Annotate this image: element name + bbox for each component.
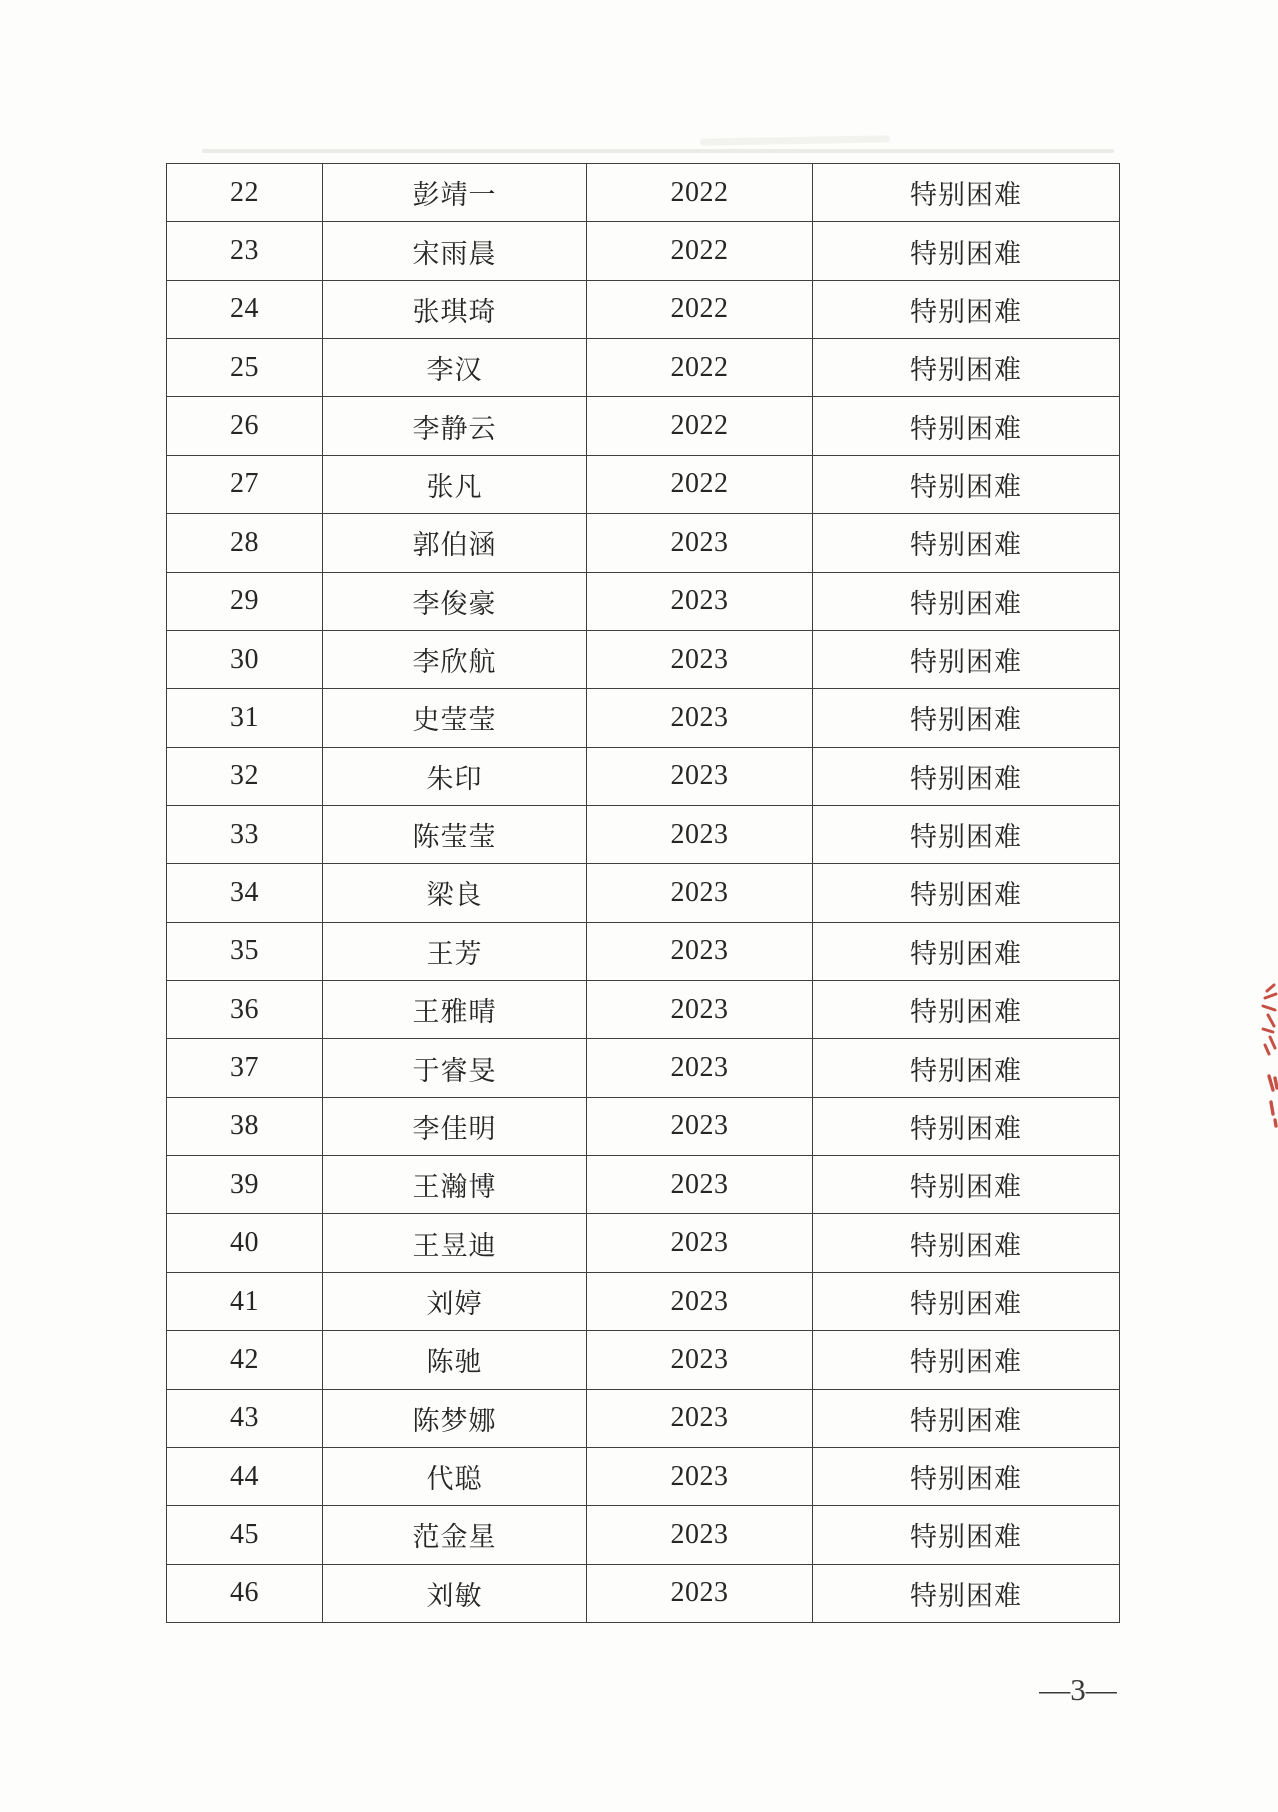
cell-grade-year: 2023 [587,1331,813,1389]
cell-serial-number: 32 [167,747,323,805]
red-stamp-fragment-icon [1264,1072,1278,1130]
cell-serial-number: 23 [167,222,323,280]
table-row [167,1331,1120,1389]
table-row [167,164,1120,222]
cell-grade-year: 2023 [587,572,813,630]
cell-serial-number: 33 [167,805,323,863]
cell-student-name: 刘敏 [323,1564,587,1622]
cell-grade-year: 2023 [587,1272,813,1330]
cell-difficulty-level: 特别困难 [813,222,1120,280]
cell-student-name: 王芳 [323,922,587,980]
cell-grade-year: 2023 [587,1097,813,1155]
cell-grade-year: 2023 [587,1039,813,1097]
table-row [167,1039,1120,1097]
cell-student-name: 陈莹莹 [323,805,587,863]
cell-grade-year: 2023 [587,1156,813,1214]
cell-grade-year: 2023 [587,922,813,980]
cell-difficulty-level: 特别困难 [813,1389,1120,1447]
cell-serial-number: 34 [167,864,323,922]
cell-grade-year: 2022 [587,222,813,280]
cell-grade-year: 2023 [587,1214,813,1272]
cell-serial-number: 37 [167,1039,323,1097]
table-row [167,397,1120,455]
table-row [167,981,1120,1039]
cell-serial-number: 31 [167,689,323,747]
cell-difficulty-level: 特别困难 [813,922,1120,980]
cell-difficulty-level: 特别困难 [813,1097,1120,1155]
table-row [167,747,1120,805]
cell-difficulty-level: 特别困难 [813,1156,1120,1214]
cell-difficulty-level: 特别困难 [813,164,1120,222]
cell-serial-number: 36 [167,981,323,1039]
table-row [167,514,1120,572]
cell-grade-year: 2022 [587,397,813,455]
table-row [167,1447,1120,1505]
cell-serial-number: 28 [167,514,323,572]
scan-artifact-line [202,149,1114,153]
cell-difficulty-level: 特别困难 [813,339,1120,397]
cell-student-name: 代聪 [323,1447,587,1505]
cell-difficulty-level: 特别困难 [813,572,1120,630]
table-row [167,1506,1120,1564]
cell-grade-year: 2022 [587,280,813,338]
cell-grade-year: 2022 [587,164,813,222]
cell-student-name: 李汉 [323,339,587,397]
cell-difficulty-level: 特别困难 [813,747,1120,805]
cell-student-name: 史莹莹 [323,689,587,747]
cell-serial-number: 43 [167,1389,323,1447]
table-row [167,1564,1120,1622]
cell-grade-year: 2023 [587,689,813,747]
table-row [167,455,1120,513]
cell-student-name: 宋雨晨 [323,222,587,280]
table-row [167,1097,1120,1155]
table-row [167,689,1120,747]
cell-student-name: 陈梦娜 [323,1389,587,1447]
cell-student-name: 郭伯涵 [323,514,587,572]
table-row [167,922,1120,980]
cell-serial-number: 46 [167,1564,323,1622]
table-row [167,1156,1120,1214]
cell-difficulty-level: 特别困难 [813,805,1120,863]
cell-serial-number: 44 [167,1447,323,1505]
cell-serial-number: 35 [167,922,323,980]
cell-serial-number: 25 [167,339,323,397]
table-row [167,280,1120,338]
cell-serial-number: 38 [167,1097,323,1155]
cell-grade-year: 2023 [587,981,813,1039]
cell-difficulty-level: 特别困难 [813,1564,1120,1622]
cell-serial-number: 41 [167,1272,323,1330]
table-row [167,630,1120,688]
cell-grade-year: 2022 [587,339,813,397]
cell-difficulty-level: 特别困难 [813,981,1120,1039]
cell-grade-year: 2023 [587,1447,813,1505]
table-row [167,339,1120,397]
cell-grade-year: 2023 [587,1389,813,1447]
cell-student-name: 梁良 [323,864,587,922]
cell-serial-number: 24 [167,280,323,338]
cell-difficulty-level: 特别困难 [813,1331,1120,1389]
cell-serial-number: 45 [167,1506,323,1564]
table-row [167,1214,1120,1272]
cell-difficulty-level: 特别困难 [813,630,1120,688]
cell-student-name: 于睿旻 [323,1039,587,1097]
cell-grade-year: 2023 [587,805,813,863]
table-row [167,805,1120,863]
cell-serial-number: 39 [167,1156,323,1214]
cell-student-name: 李欣航 [323,630,587,688]
cell-student-name: 李静云 [323,397,587,455]
cell-student-name: 王瀚博 [323,1156,587,1214]
cell-serial-number: 22 [167,164,323,222]
cell-grade-year: 2023 [587,514,813,572]
cell-student-name: 李俊豪 [323,572,587,630]
cell-grade-year: 2023 [587,864,813,922]
cell-difficulty-level: 特别困难 [813,864,1120,922]
cell-student-name: 王昱迪 [323,1214,587,1272]
cell-difficulty-level: 特别困难 [813,1039,1120,1097]
cell-difficulty-level: 特别困难 [813,397,1120,455]
scan-artifact-smudge [700,135,890,145]
cell-grade-year: 2023 [587,1506,813,1564]
cell-student-name: 刘婷 [323,1272,587,1330]
cell-difficulty-level: 特别困难 [813,455,1120,513]
cell-grade-year: 2022 [587,455,813,513]
page-number: —3— [1039,1672,1117,1707]
cell-student-name: 王雅晴 [323,981,587,1039]
cell-student-name: 范金星 [323,1506,587,1564]
red-stamp-fragment-icon [1260,982,1278,1058]
table-row [167,222,1120,280]
cell-serial-number: 29 [167,572,323,630]
cell-difficulty-level: 特别困难 [813,514,1120,572]
cell-student-name: 朱印 [323,747,587,805]
cell-difficulty-level: 特别困难 [813,1447,1120,1505]
cell-serial-number: 26 [167,397,323,455]
cell-serial-number: 30 [167,630,323,688]
cell-student-name: 李佳明 [323,1097,587,1155]
cell-student-name: 彭靖一 [323,164,587,222]
cell-serial-number: 42 [167,1331,323,1389]
cell-difficulty-level: 特别困难 [813,1214,1120,1272]
cell-serial-number: 27 [167,455,323,513]
student-subsidy-table [166,163,1120,1623]
cell-grade-year: 2023 [587,1564,813,1622]
cell-difficulty-level: 特别困难 [813,1272,1120,1330]
cell-student-name: 张凡 [323,455,587,513]
cell-difficulty-level: 特别困难 [813,1506,1120,1564]
cell-difficulty-level: 特别困难 [813,689,1120,747]
cell-serial-number: 40 [167,1214,323,1272]
table-row [167,1389,1120,1447]
table-row [167,1272,1120,1330]
cell-difficulty-level: 特别困难 [813,280,1120,338]
cell-grade-year: 2023 [587,630,813,688]
table-row [167,864,1120,922]
table-row [167,572,1120,630]
cell-student-name: 张琪琦 [323,280,587,338]
cell-student-name: 陈驰 [323,1331,587,1389]
cell-grade-year: 2023 [587,747,813,805]
